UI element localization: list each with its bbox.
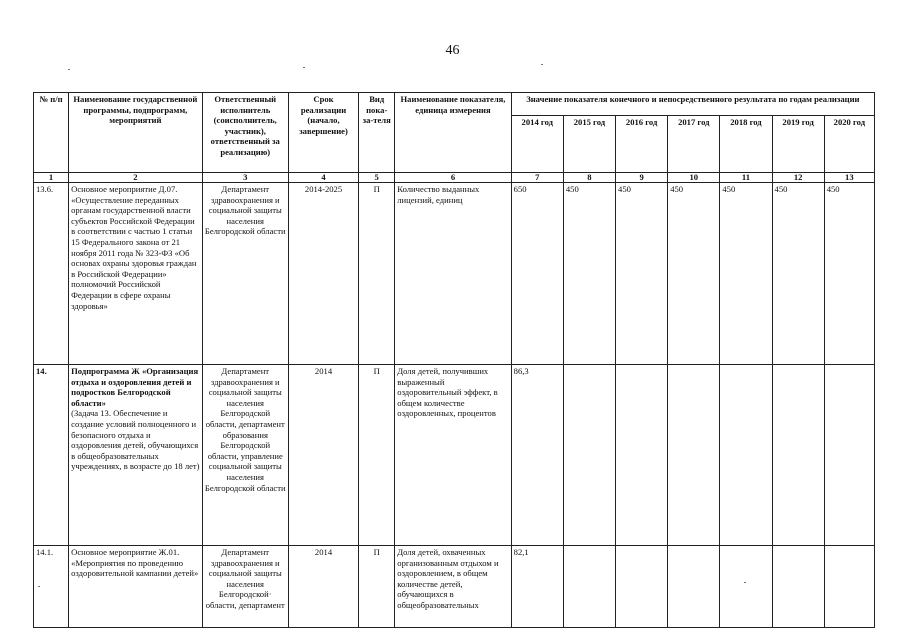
row-name: Основное мероприятие Д.07. «Осуществление переданных органам государственной власти субъектов Российской Федерации в соответствии с частью 1 статьи 15 Федерального закона от 21 ноября 2011 года № 323-ФЗ «Об основах охраны здоровья граждан в Российской Федерации» полномочий Российской Федерации в сфере охраны здоровья»	[69, 183, 202, 365]
row-value	[563, 365, 615, 546]
row-num: 14.	[34, 365, 69, 546]
row-value	[563, 546, 615, 628]
row-value	[824, 365, 874, 546]
column-number: 1	[34, 173, 69, 183]
column-number: 7	[511, 173, 563, 183]
row-kind: П	[359, 183, 395, 365]
row-name: Основное мероприятие Ж.01. «Мероприятия по проведению оздоровительной кампании детей»	[69, 546, 202, 628]
table-row	[34, 546, 875, 628]
row-responsible: Департамент здравоохранения и социальной защиты населения Белгородской области, департамент образования Белгородской области, управление социальной защиты населения Белгородской области	[202, 365, 288, 546]
row-value	[720, 365, 772, 546]
row-term: 2014	[288, 546, 358, 628]
page-number: 46	[445, 43, 460, 58]
row-value	[616, 546, 668, 628]
column-number-row	[34, 173, 875, 183]
column-number: 12	[772, 173, 824, 183]
row-value	[668, 365, 720, 546]
column-number: 4	[288, 173, 358, 183]
row-value: 450	[772, 183, 824, 365]
row-value: 450	[824, 183, 874, 365]
header-year: 2017 год	[668, 116, 720, 173]
header-year: 2018 год	[720, 116, 772, 173]
row-indicator: Количество выданных лицензий, единиц	[395, 183, 511, 365]
row-value	[668, 546, 720, 628]
column-number: 2	[69, 173, 202, 183]
row-num: 13.6.	[34, 183, 69, 365]
row-term: 2014	[288, 365, 358, 546]
header-indicator-kind: Вид пока-за-теля	[359, 93, 395, 173]
column-number: 11	[720, 173, 772, 183]
row-value: 450	[668, 183, 720, 365]
header-responsible: Ответственный исполнитель (соисполнитель, участник), ответственный за реализацию)	[202, 93, 288, 173]
table-row	[34, 183, 875, 365]
column-number: 10	[668, 173, 720, 183]
row-value	[616, 365, 668, 546]
row-name-cell	[69, 365, 202, 546]
row-value	[824, 546, 874, 628]
column-number: 3	[202, 173, 288, 183]
row-indicator: Доля детей, охваченных организованным отдыхом и оздоровлением, в общем количестве детей, обучающихся в общеобразовательных	[395, 546, 511, 628]
header-row	[34, 93, 875, 116]
header-year: 2014 год	[511, 116, 563, 173]
row-kind: П	[359, 365, 395, 546]
column-number: 8	[563, 173, 615, 183]
row-value	[720, 546, 772, 628]
row-term: 2014-2025	[288, 183, 358, 365]
row-responsible: Департамент здравоохранения и социальной защиты населения Белгородской области	[202, 183, 288, 365]
column-number: 5	[359, 173, 395, 183]
header-name: Наименование государственной программы, подпрограмм, мероприятий	[69, 93, 202, 173]
header-values-group: Значение показателя конечного и непосредственного результата по годам реализации	[511, 93, 874, 116]
scan-speck	[68, 69, 70, 70]
column-number: 13	[824, 173, 874, 183]
row-indicator: Доля детей, получивших выраженный оздоровительный эффект, в общем количестве оздоровленных, процентов	[395, 365, 511, 546]
row-num: 14.1.	[34, 546, 69, 628]
header-year: 2015 год	[563, 116, 615, 173]
header-num: № п/п	[34, 93, 69, 173]
row-value	[772, 546, 824, 628]
row-value: 650	[511, 183, 563, 365]
header-year: 2019 год	[772, 116, 824, 173]
column-number: 6	[395, 173, 511, 183]
row-value: 450	[616, 183, 668, 365]
row-value: 450	[563, 183, 615, 365]
header-year: 2016 год	[616, 116, 668, 173]
row-value: 450	[720, 183, 772, 365]
table-row	[34, 365, 875, 546]
row-name: Подпрограмма Ж «Организация отдыха и оздоровления детей и подростков Белгородской области»	[71, 366, 199, 408]
row-responsible: Департамент здравоохранения и социальной защиты населения Белгородской· области, департамент	[202, 546, 288, 628]
header-indicator-name: Наименование показателя, единица измерения	[395, 93, 511, 173]
indicators-table	[33, 92, 875, 628]
row-value: 82,1	[511, 546, 563, 628]
row-value: 86,3	[511, 365, 563, 546]
row-name-extra: (Задача 13. Обеспечение и создание условий полноценного и безопасного отдыха и оздоровления детей, обучающихся в общеобразовательных учреждениях, в возрасте до 18 лет)	[71, 408, 200, 472]
header-term: Срок реализации (начало, завершение)	[288, 93, 358, 173]
column-number: 9	[616, 173, 668, 183]
row-value	[772, 365, 824, 546]
header-year: 2020 год	[824, 116, 874, 173]
row-kind: П	[359, 546, 395, 628]
scan-speck	[541, 64, 543, 65]
scan-speck	[303, 67, 305, 68]
